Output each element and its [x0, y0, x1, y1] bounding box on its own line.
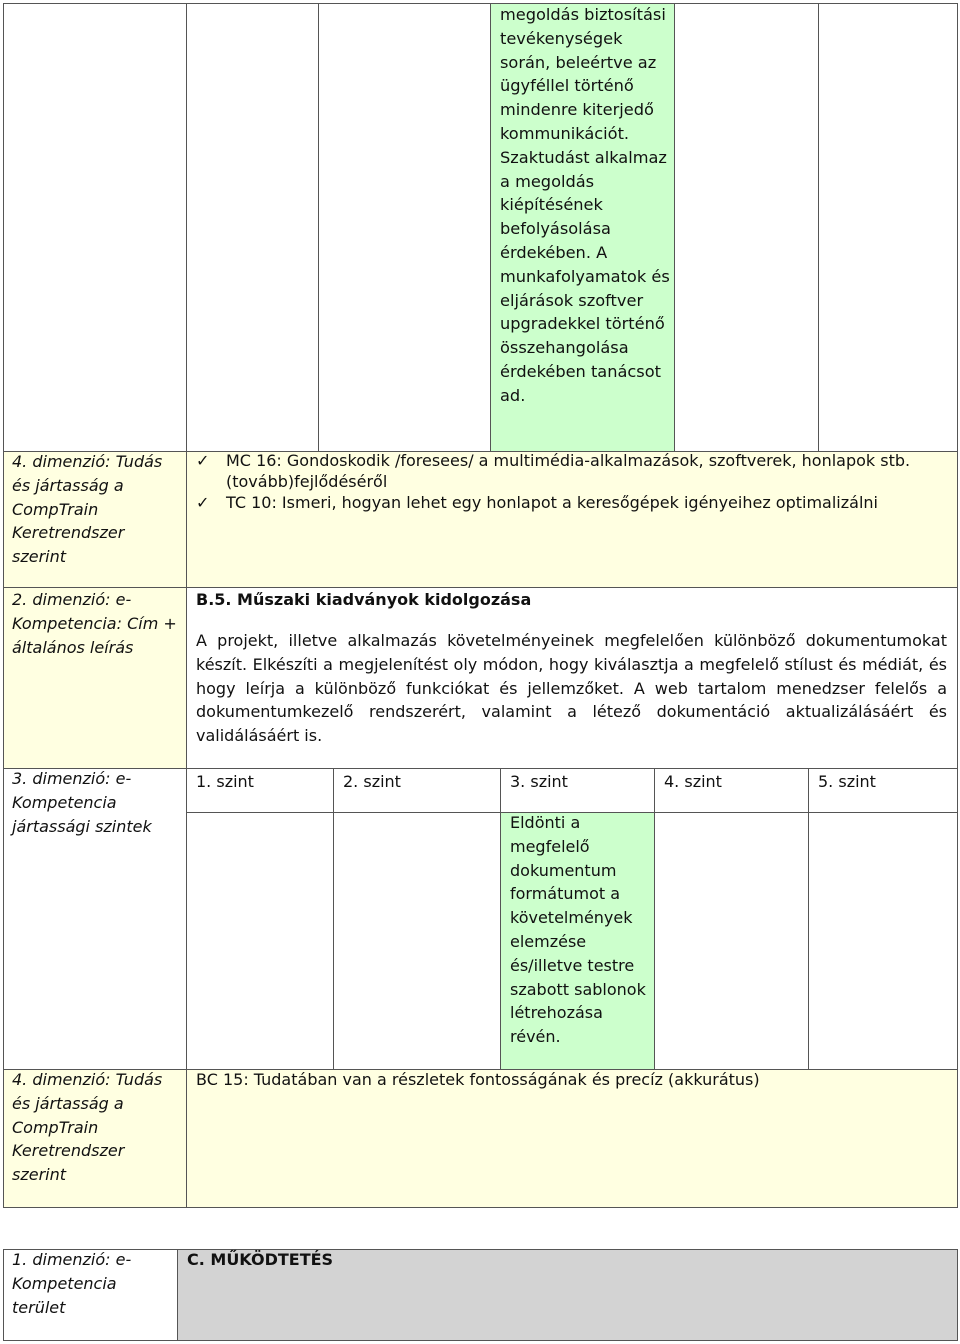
- dim1-label: 1. dimenzió: e-Kompetencia terület: [12, 1250, 132, 1317]
- dim4-item: [196, 492, 946, 513]
- level-header-1: 1. szint: [196, 772, 254, 791]
- level3-description-bottom: Eldönti a megfelelő dokumentum formátumot a követelmények elemzése és/illetve testre szabott sablonok létrehozása révén.: [510, 813, 646, 1047]
- table2-col-divider: [177, 1249, 178, 1341]
- dim4-item: [196, 450, 946, 492]
- table2-border-right: [957, 1249, 958, 1341]
- competence-title: B.5. Műszaki kiadványok kidolgozása: [196, 590, 532, 609]
- level-col-line-1: [333, 768, 334, 1069]
- dim3-label: 3. dimenzió: e-Kompetencia jártassági szintek: [12, 769, 152, 836]
- level-header-2: 2. szint: [343, 772, 401, 791]
- table1-col-divider: [186, 3, 187, 1208]
- dim4b-text: BC 15: Tudatában van a részletek fontosságának és precíz (akkurátus): [196, 1070, 760, 1089]
- table2-border-bottom: [3, 1340, 958, 1341]
- dim4-label: 4. dimenzió: Tudás és jártasság a CompTrain Keretrendszer szerint: [12, 452, 163, 567]
- dim4-list: [196, 450, 946, 513]
- checkmark-icon: ✓: [196, 451, 210, 470]
- table1-border-top: [3, 3, 958, 4]
- dim4-item-text: MC 16: Gondoskodik /foresees/ a multimédia-alkalmazások, szoftverek, honlapok stb. (tovább)fejlődéséről: [226, 451, 911, 491]
- level-col-line-2: [500, 768, 501, 1069]
- checkmark-icon: ✓: [196, 493, 210, 512]
- level-col-line-3: [654, 768, 655, 1069]
- top-col-line-3: [674, 3, 675, 451]
- top-col-line-1: [318, 3, 319, 451]
- top-col-line-4: [818, 3, 819, 451]
- area-title: C. MŰKÖDTETÉS: [187, 1250, 334, 1269]
- level-header-3: 3. szint: [510, 772, 568, 791]
- table1-border-bottom: [3, 1207, 958, 1208]
- level-col-line-4: [808, 768, 809, 1069]
- level-header-4: 4. szint: [664, 772, 722, 791]
- dim4-item-text: TC 10: Ismeri, hogyan lehet egy honlapot a keresőgépek igényeihez optimalizálni: [226, 493, 878, 512]
- level-header-5: 5. szint: [818, 772, 876, 791]
- table1-border-right: [957, 3, 958, 1208]
- table2-border-left: [3, 1249, 4, 1341]
- dim2-label: 2. dimenzió: e-Kompetencia: Cím + általános leírás: [12, 590, 177, 657]
- table1-border-left: [3, 3, 4, 1208]
- level3-description-top: megoldás biztosítási tevékenységek során, beleértve az ügyféllel történő mindenre kiterjedő kommunikációt. Szaktudást alkalmaz a megoldás kiépítésének befolyásolása érdekében. A munkafolyamatok és eljárások szoftver upgradekkel történő összehangolása érdekében tanácsot ad.: [500, 5, 670, 405]
- top-col-line-2: [490, 3, 491, 451]
- competence-description: A projekt, illetve alkalmazás követelményeinek megfelelően különböző dokumentumokat készít. Elkészíti a megjelenítést oly módon, hogy kiválasztja a megfelelő stílust és médiát, és hogy leírja a különböző funkciókat és jellemzőket. A web tartalom menedzser felelős a dokumentumkezelő rendszerért, valamint a létező dokumentáció aktualizálásáért és validálásáért is.: [196, 631, 947, 746]
- dim4b-label: 4. dimenzió: Tudás és jártasság a CompTrain Keretrendszer szerint: [12, 1070, 163, 1185]
